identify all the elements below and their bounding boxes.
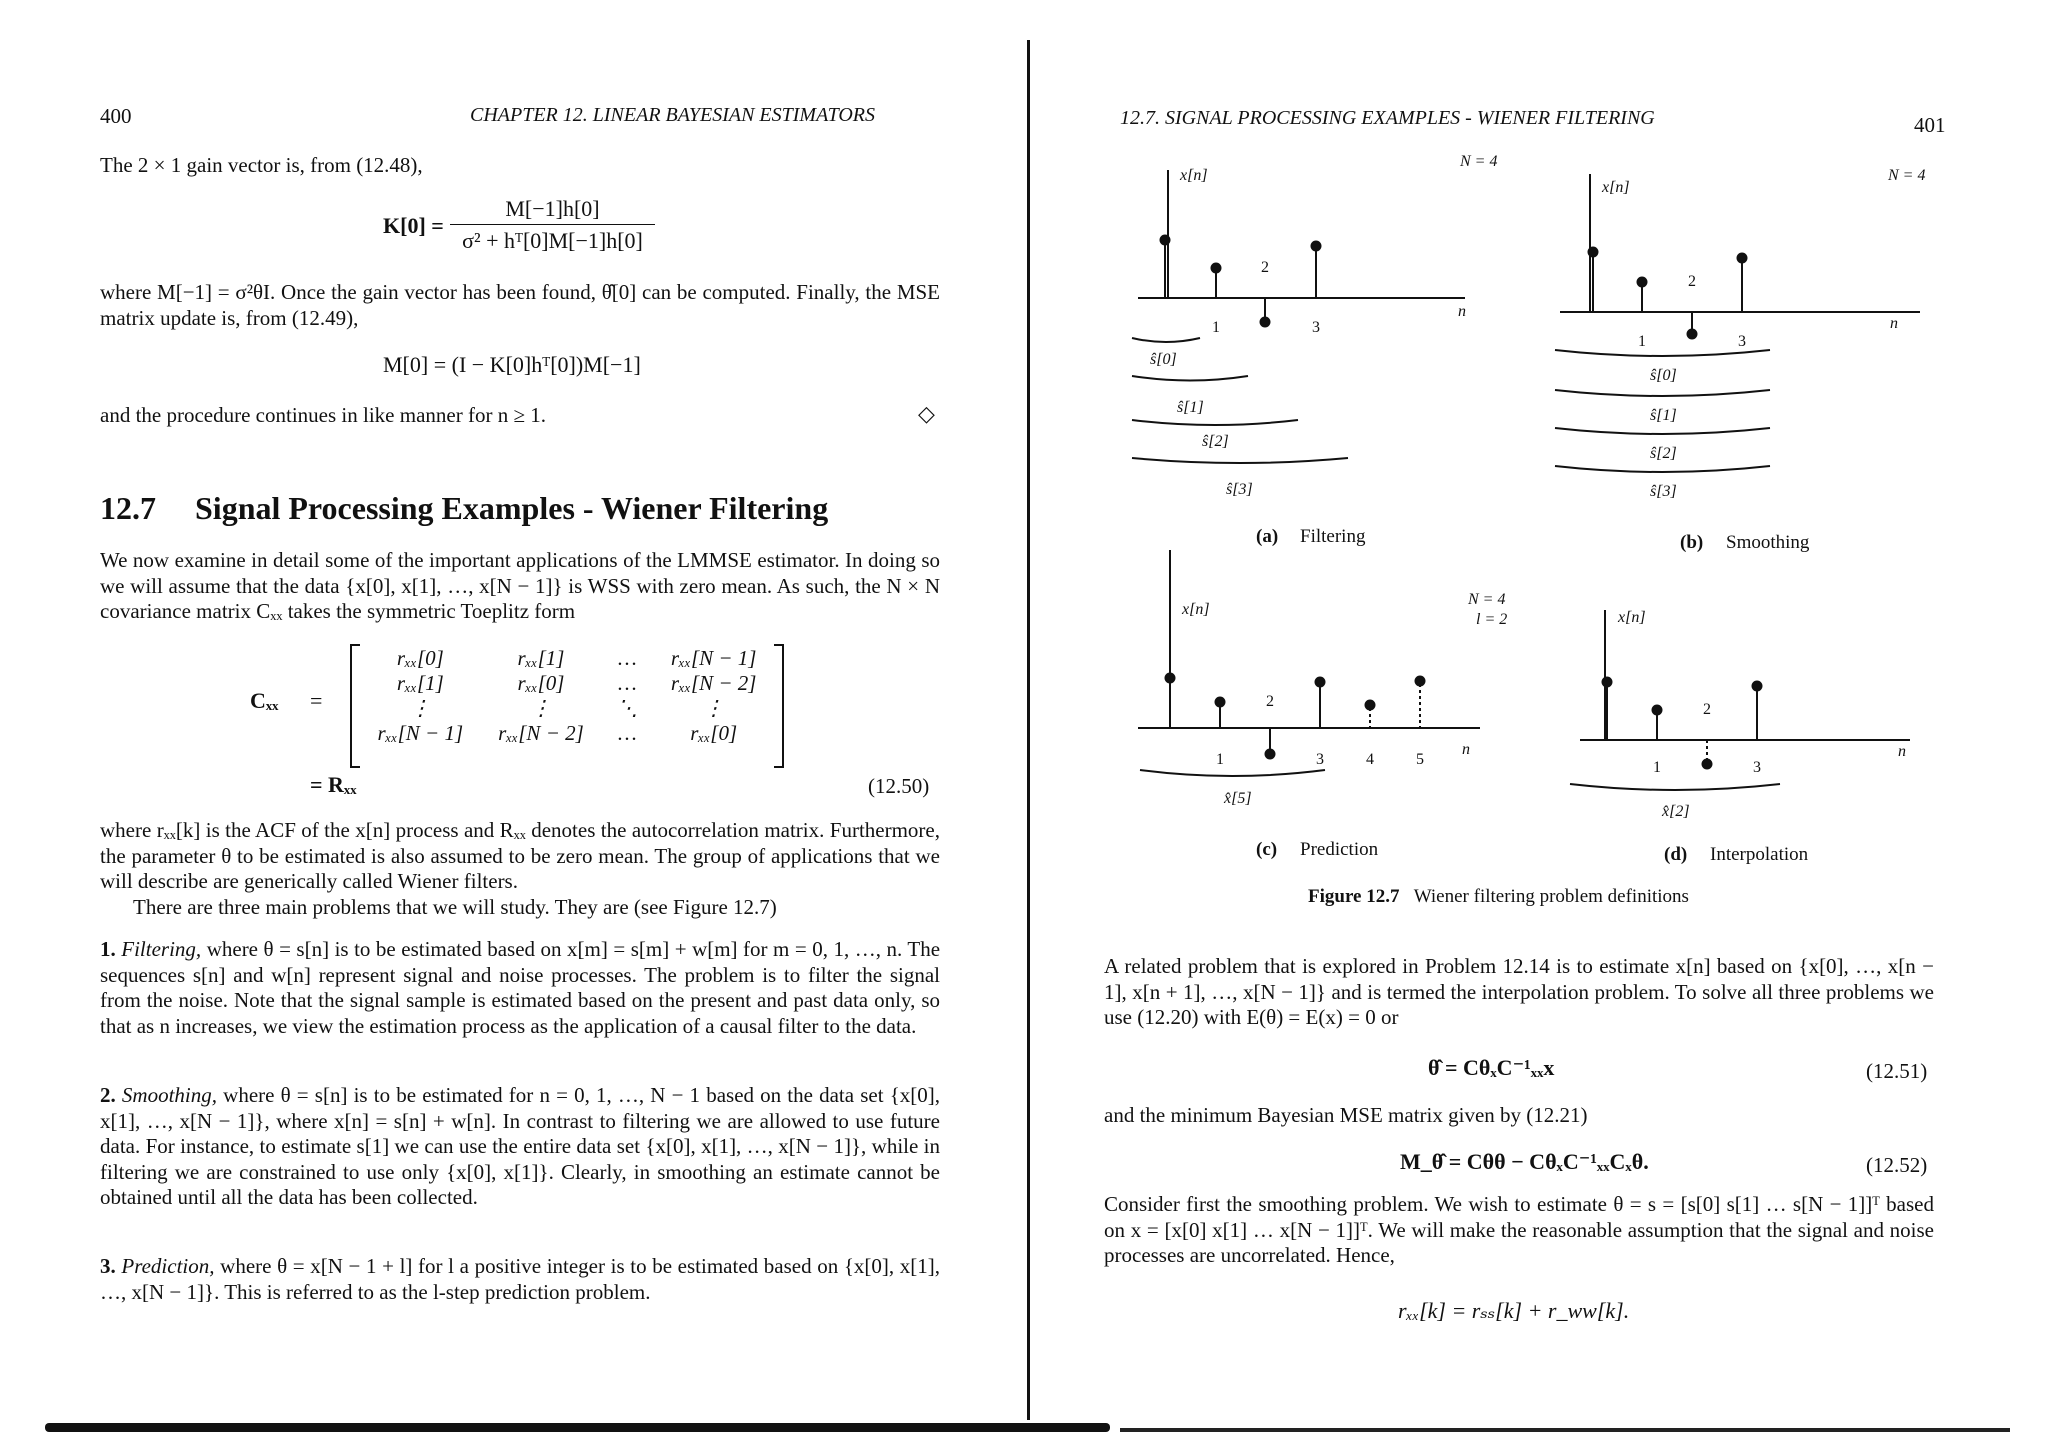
fig-d-n-axis: n xyxy=(1898,743,1906,760)
fig-c-tick-5: 5 xyxy=(1416,751,1424,768)
matrix-cell: ⋮ xyxy=(703,696,725,720)
list-text: where θ = s[n] is to be estimated based on x[m] = s[m] + w[m] for m = 0, 1, …, n. The sequences s[n] and w[n] represent signal and noise processes. The problem is to filter the signal from the noise. Note that the signal sample is estimated based on the present and past data only, so that as n increases, we view the estimation process as the application of a causal filter to the data. xyxy=(100,937,941,1038)
list-text: where θ = x[N − 1 + l] for l a positive integer is to be estimated based on {x[0], x[1], …, x[N − 1]}. This is referred to as the l-step prediction problem. xyxy=(100,1254,941,1304)
matrix-cell: ⋮ xyxy=(530,696,552,720)
para-acf: where rₓₓ[k] is the ACF of the x[n] process and Rₓₓ denotes the autocorrelation matrix. Furthermore, the parameter θ to be estimated is also assumed to be zero mean. The group of applications that we will describe are generically called Wiener filters. xyxy=(100,818,940,893)
matrix-cell: ⋮ xyxy=(409,696,431,720)
fig-c-tick-3: 3 xyxy=(1316,751,1324,768)
list-term: Prediction, xyxy=(121,1254,215,1278)
fig-a-tick-2: 2 xyxy=(1261,259,1269,276)
list-number: 2. xyxy=(100,1083,116,1107)
eq-rxx: = Rₓₓ xyxy=(310,772,357,797)
list-number: 3. xyxy=(100,1254,116,1278)
fig-b-tick-3: 3 xyxy=(1738,333,1746,350)
eq-12-52: M_θ̂ = Cθθ − CθₓC⁻¹ₓₓCₓθ. xyxy=(1400,1149,1649,1174)
sub-a-caption: Filtering xyxy=(1300,526,1366,547)
eq-number-12-50: (12.50) xyxy=(868,774,930,798)
matrix-brackets xyxy=(350,644,784,768)
subplot-filtering xyxy=(1132,170,1920,790)
list-text: where θ = s[n] is to be estimated for n = 0, 1, …, N − 1 based on the data set {x[0], x[1], …, x[N − 1]}, where x[n] = s[n] + w[n]. In contrast to filtering we are allowed to use future data. For instance, to estimate s[1] we can use the entire data set {x[0], x[1], …, x[N − 1]}, while in filtering we are constrained to use only {x[0], x[1]}. Clearly, in smoothing an estimate cannot be obtained until all the data has been collected. xyxy=(100,1083,941,1209)
fig-d-xn-label: x[n] xyxy=(1618,609,1646,626)
fig-b-tick-2: 2 xyxy=(1688,273,1696,290)
matrix-cell: rₓₓ[N − 2] xyxy=(498,721,584,745)
section-title: Signal Processing Examples - Wiener Filtering xyxy=(195,490,829,526)
para-three-problems: There are three main problems that we will study. They are (see Figure 12.7) xyxy=(133,895,777,919)
list-term: Smoothing, xyxy=(121,1083,217,1107)
fig-a-tick-1: 1 xyxy=(1212,319,1220,336)
para-minimum-mse: and the minimum Bayesian MSE matrix given by (12.21) xyxy=(1104,1103,1588,1127)
fig-c-tick-4: 4 xyxy=(1366,751,1374,768)
matrix-cell: rₓₓ[N − 1] xyxy=(670,646,757,670)
fig-c-l2: l = 2 xyxy=(1476,611,1508,628)
matrix-cell: rₓₓ[N − 1] xyxy=(377,721,464,745)
fig-b-s0: ŝ[0] xyxy=(1650,367,1677,384)
matrix-cell: … xyxy=(617,671,637,695)
sub-d-caption: Interpolation xyxy=(1710,844,1809,865)
toeplitz-matrix xyxy=(360,646,774,746)
eq-gain-lhs: K[0] = xyxy=(383,213,444,238)
matrix-cell: rₓₓ[N − 2] xyxy=(670,671,757,695)
matrix-row xyxy=(360,696,774,721)
fig-b-xn-label: x[n] xyxy=(1602,179,1630,196)
fig-c-tick-2: 2 xyxy=(1266,693,1274,710)
right-running-head: 12.7. SIGNAL PROCESSING EXAMPLES - WIENER FILTERING xyxy=(1120,107,1655,129)
section-number: 12.7 xyxy=(100,490,156,526)
eq-number-12-51: (12.51) xyxy=(1866,1059,1928,1083)
fig-a-n4: N = 4 xyxy=(1460,153,1498,170)
fig-b-n4: N = 4 xyxy=(1888,167,1926,184)
fig-c-n-axis: n xyxy=(1462,741,1470,758)
fig-a-s2: ŝ[2] xyxy=(1202,433,1229,450)
figure-12-7 xyxy=(1120,140,1980,920)
eq-gain-numerator: M[−1]h[0] xyxy=(450,196,655,225)
figure-caption-text: Wiener filtering problem definitions xyxy=(1413,886,1689,907)
fig-b-s3: ŝ[3] xyxy=(1650,483,1677,500)
page-bottom-shadow-right xyxy=(1120,1428,2010,1432)
list-term: Filtering, xyxy=(121,937,202,961)
list-item-smoothing xyxy=(100,1083,940,1211)
eq-gain-denominator: σ² + hᵀ[0]M[−1]h[0] xyxy=(462,228,643,253)
fig-b-tick-1: 1 xyxy=(1638,333,1646,350)
fig-c-tick-1: 1 xyxy=(1216,751,1224,768)
fig-c-x5: x̂[5] xyxy=(1224,790,1252,807)
para-related-problem: A related problem that is explored in Problem 12.14 is to estimate x[n] based on {x[0], …, x[n − 1], x[n + 1], …, x[N − 1]} and is termed the interpolation problem. To solve all three problems we use (12.20) with E(θ) = E(x) = 0 or xyxy=(1104,954,1934,1029)
matrix-cell: rₓₓ[0] xyxy=(517,671,565,695)
matrix-cell: … xyxy=(617,721,637,745)
list-item-prediction xyxy=(100,1254,940,1305)
figure-label: Figure 12.7 xyxy=(1308,886,1400,907)
eq-12-51: θ̂ = CθₓC⁻¹ₓₓx xyxy=(1428,1055,1555,1080)
left-running-head: CHAPTER 12. LINEAR BAYESIAN ESTIMATORS xyxy=(470,104,875,126)
eq-number-12-52: (12.52) xyxy=(1866,1153,1928,1177)
sub-b-caption: Smoothing xyxy=(1726,532,1810,553)
fig-a-tick-3: 3 xyxy=(1312,319,1320,336)
fig-a-xn-label: x[n] xyxy=(1180,167,1208,184)
fig-d-tick-2: 2 xyxy=(1703,701,1711,718)
eq-cxx-lhs: Cₓₓ xyxy=(250,688,279,713)
fig-a-s3: ŝ[3] xyxy=(1226,481,1253,498)
matrix-cell: rₓₓ[1] xyxy=(517,646,565,670)
matrix-row xyxy=(360,721,774,746)
left-page-number: 400 xyxy=(100,104,132,128)
fig-c-n4: N = 4 xyxy=(1468,591,1506,608)
fig-b-s2: ŝ[2] xyxy=(1650,445,1677,462)
para-continue: and the procedure continues in like manner for n ≥ 1. xyxy=(100,403,546,427)
list-number: 1. xyxy=(100,937,116,961)
list-item-filtering xyxy=(100,937,940,1039)
fig-d-tick-3: 3 xyxy=(1753,759,1761,776)
matrix-cell: rₓₓ[1] xyxy=(396,671,444,695)
fig-a-n-axis: n xyxy=(1458,303,1466,320)
sub-b-tag: (b) xyxy=(1680,532,1704,553)
para-examine: We now examine in detail some of the important applications of the LMMSE estimator. In doing so we will assume that the data {x[0], x[1], …, x[N − 1]} is WSS with zero mean. As such, the N × N covariance matrix Cₓₓ takes the symmetric Toeplitz form xyxy=(100,548,940,623)
para-where-m: where M[−1] = σ²θI. Once the gain vector has been found, θ̂[0] can be computed. Finally, the MSE matrix update is, from (12.49), xyxy=(100,280,940,330)
eq-mse-update: M[0] = (I − K[0]hᵀ[0])M[−1] xyxy=(383,352,641,377)
fig-d-x2: x̂[2] xyxy=(1662,803,1690,820)
matrix-cell: rₓₓ[0] xyxy=(396,646,444,670)
end-of-example-mark: ◇ xyxy=(918,401,935,426)
fig-a-s0: ŝ[0] xyxy=(1150,351,1177,368)
fig-b-s1: ŝ[1] xyxy=(1650,407,1677,424)
book-spine xyxy=(1027,40,1030,1420)
matrix-row xyxy=(360,671,774,696)
fig-d-tick-1: 1 xyxy=(1653,759,1661,776)
page-bottom-shadow-left xyxy=(45,1423,1110,1432)
matrix-cell: ⋱ xyxy=(616,696,638,720)
sub-a-tag: (a) xyxy=(1256,526,1279,547)
fig-a-s1: ŝ[1] xyxy=(1177,399,1204,416)
sub-c-tag: (c) xyxy=(1256,839,1278,860)
fig-b-n-axis: n xyxy=(1890,315,1898,332)
matrix-cell: rₓₓ[0] xyxy=(690,721,738,745)
matrix-row xyxy=(360,646,774,671)
figure-caption xyxy=(1308,886,1689,908)
matrix-cell: … xyxy=(617,646,637,670)
gain-intro: The 2 × 1 gain vector is, from (12.48), xyxy=(100,153,423,177)
eq-rxx-sum: rₓₓ[k] = rₛₛ[k] + r_ww[k]. xyxy=(1398,1298,1630,1323)
para-consider-smoothing: Consider first the smoothing problem. We wish to estimate θ = s = [s[0] s[1] … s[N − 1]]ᵀ based on x = [x[0] x[1] … x[N − 1]]ᵀ. We will make the reasonable assumption that the signal and noise processes are uncorrelated. Hence, xyxy=(1104,1192,1934,1267)
right-page-number: 401 xyxy=(1914,113,1946,137)
sub-c-caption: Prediction xyxy=(1300,839,1379,860)
fig-c-xn-label: x[n] xyxy=(1182,601,1210,618)
eq-cxx-equals: = xyxy=(310,688,323,713)
sub-d-tag: (d) xyxy=(1664,844,1688,865)
